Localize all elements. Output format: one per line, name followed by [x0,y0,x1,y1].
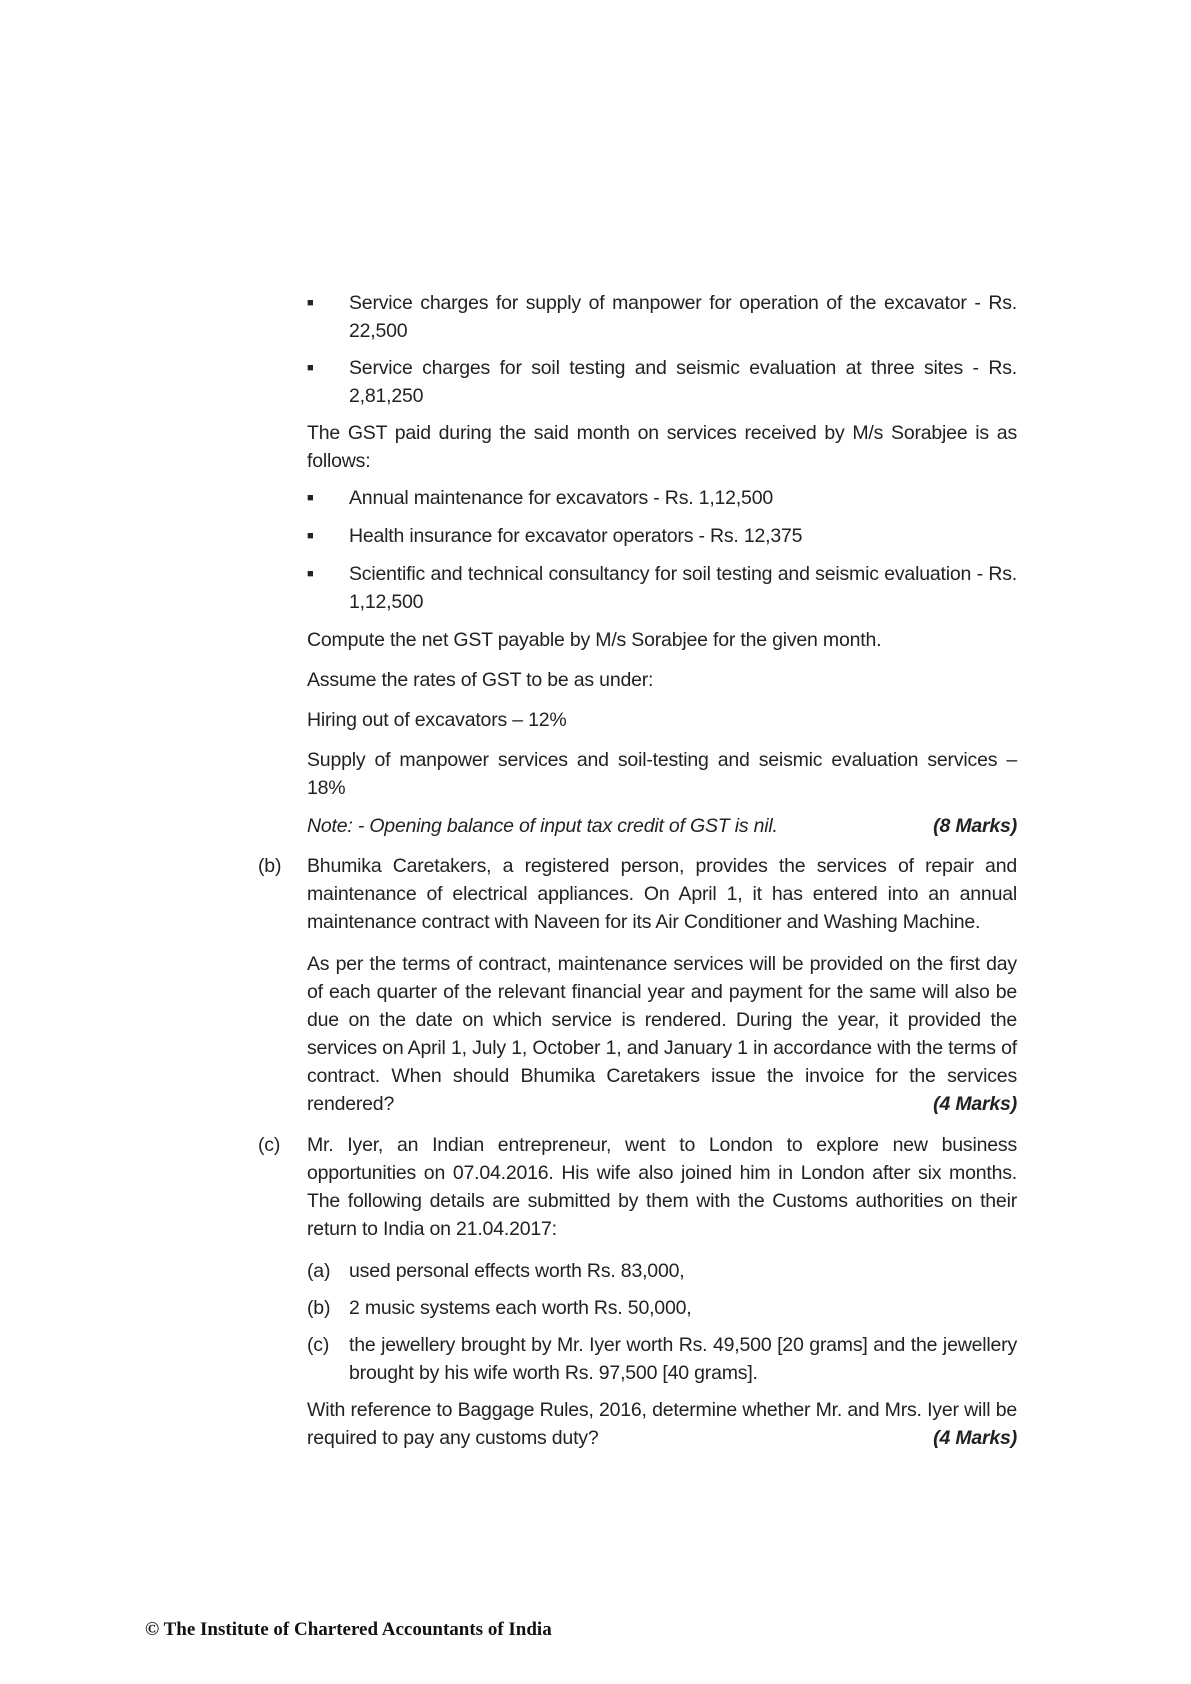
list-item-text: Scientific and technical consultancy for soil testing and seismic evaluation - Rs. 1,12,500 [349,563,1017,613]
marks-label: (8 Marks) [933,815,1017,837]
sub-item-label: (b) [307,1297,331,1319]
rate-hiring: Hiring out of excavators – 12% [307,709,567,731]
sub-item-text: used personal effects worth Rs. 83,000, [349,1260,685,1282]
footer-copyright: © The Institute of Chartered Accountants of India [145,1619,552,1640]
marks-label: (4 Marks) [933,1093,1017,1115]
part-b-para1: Bhumika Caretakers, a registered person, provides the services of repair and maintenance of electrical appliances. On April 1, it has entered into an annual maintenance contract with Naveen for its Air Conditioner and Washing Machine. [307,855,1017,933]
sub-item-label: (c) [307,1334,330,1356]
list-item-text: Service charges for soil testing and seismic evaluation at three sites - Rs. 2,81,250 [349,357,1017,407]
sub-item-text: the jewellery brought by Mr. Iyer worth Rs. 49,500 [20 grams] and the jewellery brought by his wife worth Rs. 97,500 [40 grams]. [349,1334,1017,1384]
part-b-para2 [307,950,1017,1118]
list-item [307,560,1017,616]
marks-label: (4 Marks) [933,1427,1017,1449]
part-c-label: (c) [258,1134,281,1156]
list-item [307,289,1017,345]
square-bullet-icon: ■ [307,492,314,504]
sub-item-label: (a) [307,1260,331,1282]
part-b-label: (b) [258,855,282,877]
sub-item-text: 2 music systems each worth Rs. 50,000, [349,1297,692,1319]
note-line [307,812,1017,840]
list-item-text: Annual maintenance for excavators - Rs. 1,12,500 [349,487,773,509]
compute-instruction: Compute the net GST payable by M/s Sorabjee for the given month. [307,629,882,651]
gst-paid-intro: The GST paid during the said month on services received by M/s Sorabjee is as follows: [307,422,1017,472]
assume-rates-line: Assume the rates of GST to be as under: [307,669,654,691]
part-b-para2-text: As per the terms of contract, maintenance services will be provided on the first day of each quarter of the relevant financial year and payment for the same will also be due on the date on which service is rendered. During the year, it provided the services on April 1, July 1, October 1, and January 1 in accordance with the terms of contract. When should Bhumika Caretakers issue the invoice for the services rendered? [307,953,1017,1115]
part-c-para1: Mr. Iyer, an Indian entrepreneur, went to London to explore new business opportunities on 07.04.2016. His wife also joined him in London after six months. The following details are submitted by them with the Customs authorities on their return to India on 21.04.2017: [307,1134,1017,1240]
list-item [307,354,1017,410]
list-item-text: Health insurance for excavator operators - Rs. 12,375 [349,525,803,547]
rate-manpower: Supply of manpower services and soil-testing and seismic evaluation services – 18% [307,749,1017,799]
note-text: Note: - Opening balance of input tax credit of GST is nil. [307,815,778,837]
square-bullet-icon: ■ [307,530,314,542]
list-item [307,484,1017,512]
square-bullet-icon: ■ [307,568,314,580]
part-c-para2 [307,1396,1017,1452]
square-bullet-icon: ■ [307,297,314,309]
part-c-para2-text: With reference to Baggage Rules, 2016, determine whether Mr. and Mrs. Iyer will be required to pay any customs duty? [307,1399,1017,1449]
square-bullet-icon: ■ [307,362,314,374]
list-item [307,522,1017,550]
list-item-text: Service charges for supply of manpower for operation of the excavator - Rs. 22,500 [349,292,1017,342]
